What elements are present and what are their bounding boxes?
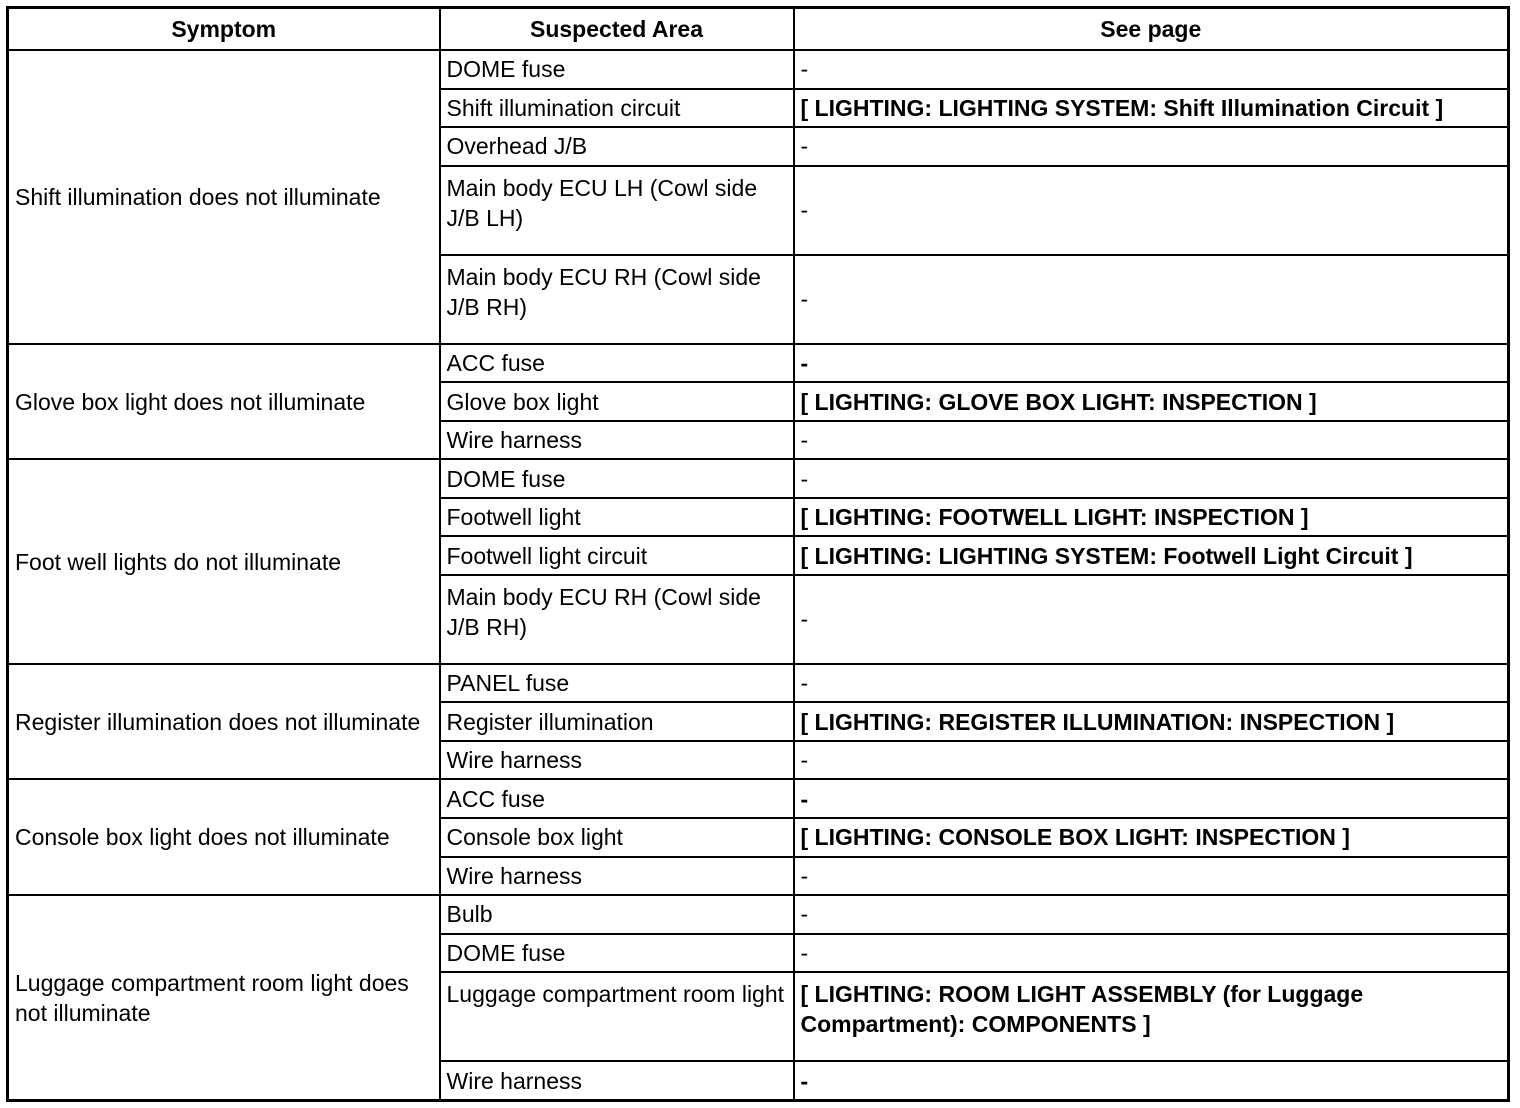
see-page-link[interactable]: [ LIGHTING: ROOM LIGHT ASSEMBLY (for Luggage Compartment): COMPONENTS ] (794, 972, 1509, 1061)
see-page-link[interactable]: [ LIGHTING: REGISTER ILLUMINATION: INSPECTION ] (794, 702, 1509, 741)
see-page-cell: - (794, 344, 1509, 383)
suspected-area-cell: ACC fuse (440, 344, 794, 383)
header-see-page: See page (794, 8, 1509, 51)
suspected-area-cell: PANEL fuse (440, 664, 794, 703)
table-row (8, 779, 1509, 818)
table-row (8, 664, 1509, 703)
see-page-cell: - (794, 166, 1509, 255)
see-page-cell: - (794, 741, 1509, 780)
suspected-area-cell: Wire harness (440, 1061, 794, 1100)
symptom-cell: Register illumination does not illuminate (8, 664, 440, 780)
see-page-cell: - (794, 664, 1509, 703)
see-page-cell: - (794, 459, 1509, 498)
see-page-cell: - (794, 779, 1509, 818)
see-page-cell: - (794, 895, 1509, 934)
suspected-area-cell: DOME fuse (440, 50, 794, 89)
see-page-cell: - (794, 575, 1509, 664)
see-page-cell: - (794, 50, 1509, 89)
see-page-cell: - (794, 857, 1509, 896)
symptom-cell: Foot well lights do not illuminate (8, 459, 440, 664)
see-page-link[interactable]: [ LIGHTING: FOOTWELL LIGHT: INSPECTION ] (794, 498, 1509, 537)
suspected-area-cell: DOME fuse (440, 934, 794, 973)
see-page-cell: - (794, 255, 1509, 344)
see-page-cell: - (794, 421, 1509, 460)
table-row (8, 344, 1509, 383)
table-header-row (8, 8, 1509, 51)
symptom-cell: Console box light does not illuminate (8, 779, 440, 895)
suspected-area-cell: DOME fuse (440, 459, 794, 498)
suspected-area-cell: Register illumination (440, 702, 794, 741)
diagnosis-table (6, 6, 1510, 1102)
header-symptom: Symptom (8, 8, 440, 51)
table-row (8, 459, 1509, 498)
suspected-area-cell: Overhead J/B (440, 127, 794, 166)
suspected-area-cell: Wire harness (440, 741, 794, 780)
see-page-link[interactable]: [ LIGHTING: LIGHTING SYSTEM: Footwell Light Circuit ] (794, 536, 1509, 575)
suspected-area-cell: Shift illumination circuit (440, 89, 794, 128)
suspected-area-cell: Wire harness (440, 857, 794, 896)
table-row (8, 50, 1509, 89)
see-page-cell: - (794, 127, 1509, 166)
header-suspected-area: Suspected Area (440, 8, 794, 51)
table-row (8, 895, 1509, 934)
symptom-cell: Shift illumination does not illuminate (8, 50, 440, 344)
see-page-link[interactable]: [ LIGHTING: CONSOLE BOX LIGHT: INSPECTION ] (794, 818, 1509, 857)
suspected-area-cell: Console box light (440, 818, 794, 857)
suspected-area-cell: Main body ECU RH (Cowl side J/B RH) (440, 575, 794, 664)
see-page-cell: - (794, 1061, 1509, 1100)
suspected-area-cell: ACC fuse (440, 779, 794, 818)
suspected-area-cell: Footwell light circuit (440, 536, 794, 575)
see-page-link[interactable]: [ LIGHTING: LIGHTING SYSTEM: Shift Illumination Circuit ] (794, 89, 1509, 128)
suspected-area-cell: Wire harness (440, 421, 794, 460)
symptom-cell: Luggage compartment room light does not illuminate (8, 895, 440, 1100)
suspected-area-cell: Bulb (440, 895, 794, 934)
see-page-link[interactable]: [ LIGHTING: GLOVE BOX LIGHT: INSPECTION ] (794, 382, 1509, 421)
suspected-area-cell: Footwell light (440, 498, 794, 537)
see-page-cell: - (794, 934, 1509, 973)
symptom-cell: Glove box light does not illuminate (8, 344, 440, 460)
suspected-area-cell: Glove box light (440, 382, 794, 421)
suspected-area-cell: Main body ECU RH (Cowl side J/B RH) (440, 255, 794, 344)
suspected-area-cell: Main body ECU LH (Cowl side J/B LH) (440, 166, 794, 255)
suspected-area-cell: Luggage compartment room light (440, 972, 794, 1061)
